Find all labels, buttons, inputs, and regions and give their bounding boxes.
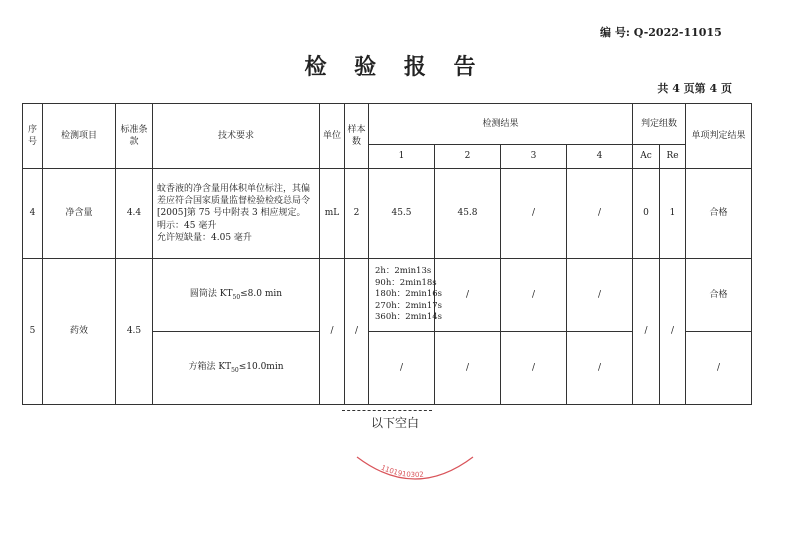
timing-line: 2h：2min13s — [375, 266, 432, 277]
row-conclusion: / — [686, 332, 752, 405]
header-results: 检测结果 — [369, 104, 633, 145]
row-unit: / — [320, 259, 345, 405]
header-result-col: 4 — [567, 145, 633, 169]
header-ac: Ac — [633, 145, 660, 169]
timing-line: 360h：2min14s — [375, 312, 443, 323]
declared-volume: 明示：45 毫升 — [157, 220, 217, 231]
result-value: / — [369, 332, 435, 405]
result-value: / — [435, 332, 501, 405]
result-value: / — [567, 332, 633, 405]
seal-text — [380, 464, 424, 479]
method-limit: ≤8.0 min — [240, 289, 283, 300]
method-subscript: 50 — [231, 366, 239, 374]
row-ac: 0 — [633, 169, 660, 259]
row-clause: 4.5 — [116, 259, 153, 405]
method-label: 圆筒法 KT — [189, 289, 233, 300]
result-value: / — [435, 259, 501, 332]
result-value: / — [567, 169, 633, 259]
result-value: / — [501, 259, 567, 332]
result-value: / — [567, 259, 633, 332]
header-item: 检测项目 — [43, 104, 116, 169]
method-cylinder — [153, 259, 320, 332]
header-result-col: 1 — [369, 145, 435, 169]
timing-line: 180h：2min16s — [375, 289, 443, 300]
method-box — [153, 332, 320, 405]
result-value: / — [501, 332, 567, 405]
result-value: 45.5 — [369, 169, 435, 259]
header-unit: 单位 — [320, 104, 345, 169]
header-samples: 样本数 — [345, 104, 369, 169]
header-requirement: 技术要求 — [153, 104, 320, 169]
blank-below-text: 以下空白 — [370, 416, 419, 430]
method-limit: ≤10.0min — [238, 362, 284, 373]
seal-stamp — [355, 455, 475, 485]
row-samples: 2 — [345, 169, 369, 259]
allowed-shortage: 允许短缺量：4.05 毫升 — [157, 232, 252, 243]
document-title: 检 验 报 告 — [304, 54, 486, 80]
page-count: 共 4 页第 4 页 — [657, 82, 732, 95]
row-clause: 4.4 — [116, 169, 153, 259]
timing-line: 270h：2min17s — [375, 300, 443, 311]
timing-line: 90h：2min18s — [375, 277, 437, 288]
header-result-col: 2 — [435, 145, 501, 169]
row-conclusion: 合格 — [686, 259, 752, 332]
header-result-col: 3 — [501, 145, 567, 169]
table-row — [23, 169, 752, 259]
result-value: 45.8 — [435, 169, 501, 259]
result-value: / — [501, 169, 567, 259]
row-re: / — [660, 259, 686, 405]
row-item: 药效 — [43, 259, 116, 405]
method-subscript: 50 — [232, 293, 241, 301]
header-conclusion: 单项判定结果 — [686, 104, 752, 169]
timing-results — [369, 259, 443, 332]
header-seq: 序号 — [23, 104, 43, 169]
row-seq: 4 — [23, 169, 43, 259]
row-ac: / — [633, 259, 660, 405]
header-row — [23, 104, 752, 145]
header-judge: 判定组数 — [633, 104, 686, 145]
table-row — [23, 259, 752, 332]
results-table — [22, 103, 752, 405]
seal-text-path: 1101910302 — [379, 463, 425, 480]
blank-divider — [342, 410, 432, 411]
header-re: Re — [660, 145, 686, 169]
row-conclusion: 合格 — [686, 169, 752, 259]
document-number: 编 号: Q-2022-11015 — [600, 26, 722, 39]
row-samples: / — [345, 259, 369, 405]
requirement-text: 蚊香液的净含量用体积单位标注，其偏差应符合国家质量监督检验检疫总局令[2005]第 75 号中附表 3 相应规定。 — [157, 184, 311, 219]
row-item: 净含量 — [43, 169, 116, 259]
row-seq: 5 — [23, 259, 43, 405]
row-unit: mL — [320, 169, 345, 259]
row-requirement — [153, 169, 320, 259]
header-clause: 标准条款 — [116, 104, 153, 169]
row-re: 1 — [660, 169, 686, 259]
method-label: 方箱法 KT — [188, 362, 232, 373]
